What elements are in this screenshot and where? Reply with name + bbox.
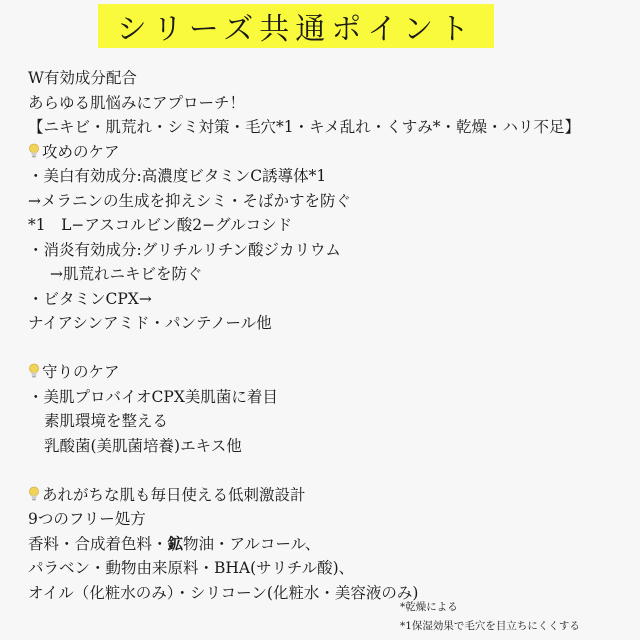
line-prevent-acne: →肌荒れニキビを防ぐ [50, 265, 203, 283]
heading-attack-care [28, 140, 632, 165]
line-nine-free: 9つのフリー処方 [28, 510, 146, 528]
page-title: シリーズ共通ポイント [116, 12, 476, 47]
heading-protect-care [28, 360, 632, 385]
footnote-dryness: *乾燥による [400, 601, 458, 613]
line-probiotic: ・美肌プロバイオCPX美肌菌に着目 [28, 387, 278, 406]
free-list-1-c: 物油・アルコール、 [183, 534, 321, 553]
heading-attack-care-label: 攻めのケア [42, 142, 120, 161]
footnote-pores: *1保湿効果で毛穴を目立ちにくくする [400, 620, 580, 632]
lightbulb-icon [28, 363, 40, 379]
lightbulb-icon [28, 486, 40, 502]
line-active-ingredients: W有効成分配合 [28, 69, 137, 87]
line-whitening: ・美白有効成分:高濃度ビタミンC誘導体*1 [28, 167, 327, 185]
line-free-list-1 [28, 532, 632, 557]
line-free-list-3: オイル（化粧水のみ）・シリコーン(化粧水・美容液のみ) [28, 583, 419, 602]
heading-low-irritation-label: あれがちな肌も毎日使える低刺激設計 [42, 485, 306, 504]
lightbulb-icon [28, 143, 40, 159]
free-list-1-b: 鉱 [167, 533, 184, 553]
line-skin-environment: 素肌環境を整える [44, 412, 169, 430]
line-niacinamide: ナイアシンアミド・パンテノール他 [28, 314, 272, 332]
line-approach: あらゆる肌悩みにアプローチ！ [28, 93, 246, 112]
line-concerns: 【ニキビ・肌荒れ・シミ対策・毛穴*1・キメ乱れ・くすみ*・乾燥・ハリ不足】 [28, 118, 581, 136]
spacer [28, 336, 632, 361]
line-lactic-acid: 乳酸菌(美肌菌培養)エキス他 [44, 436, 242, 455]
title-banner [98, 4, 494, 48]
heading-protect-care-label: 守りのケア [42, 363, 120, 381]
content-body [28, 66, 632, 605]
line-free-list-2: パラベン・動物由来原料・BHA(サリチル酸)、 [28, 559, 355, 577]
free-list-1-a: 香料・合成着色料・ [28, 534, 168, 553]
line-anti-inflammatory: ・消炎有効成分:グリチルリチン酸ジカリウム [28, 240, 341, 259]
line-vitamin-cpx: ・ビタミンCPX→ [28, 289, 152, 308]
line-footnote-ascorbic: *1 L−アスコルビン酸2−グルコシド [28, 216, 293, 234]
spacer [28, 458, 632, 483]
heading-low-irritation [28, 483, 632, 508]
line-melanin: →メラニンの生成を抑えシミ・そばかすを防ぐ [28, 191, 351, 210]
footnotes [400, 598, 636, 636]
